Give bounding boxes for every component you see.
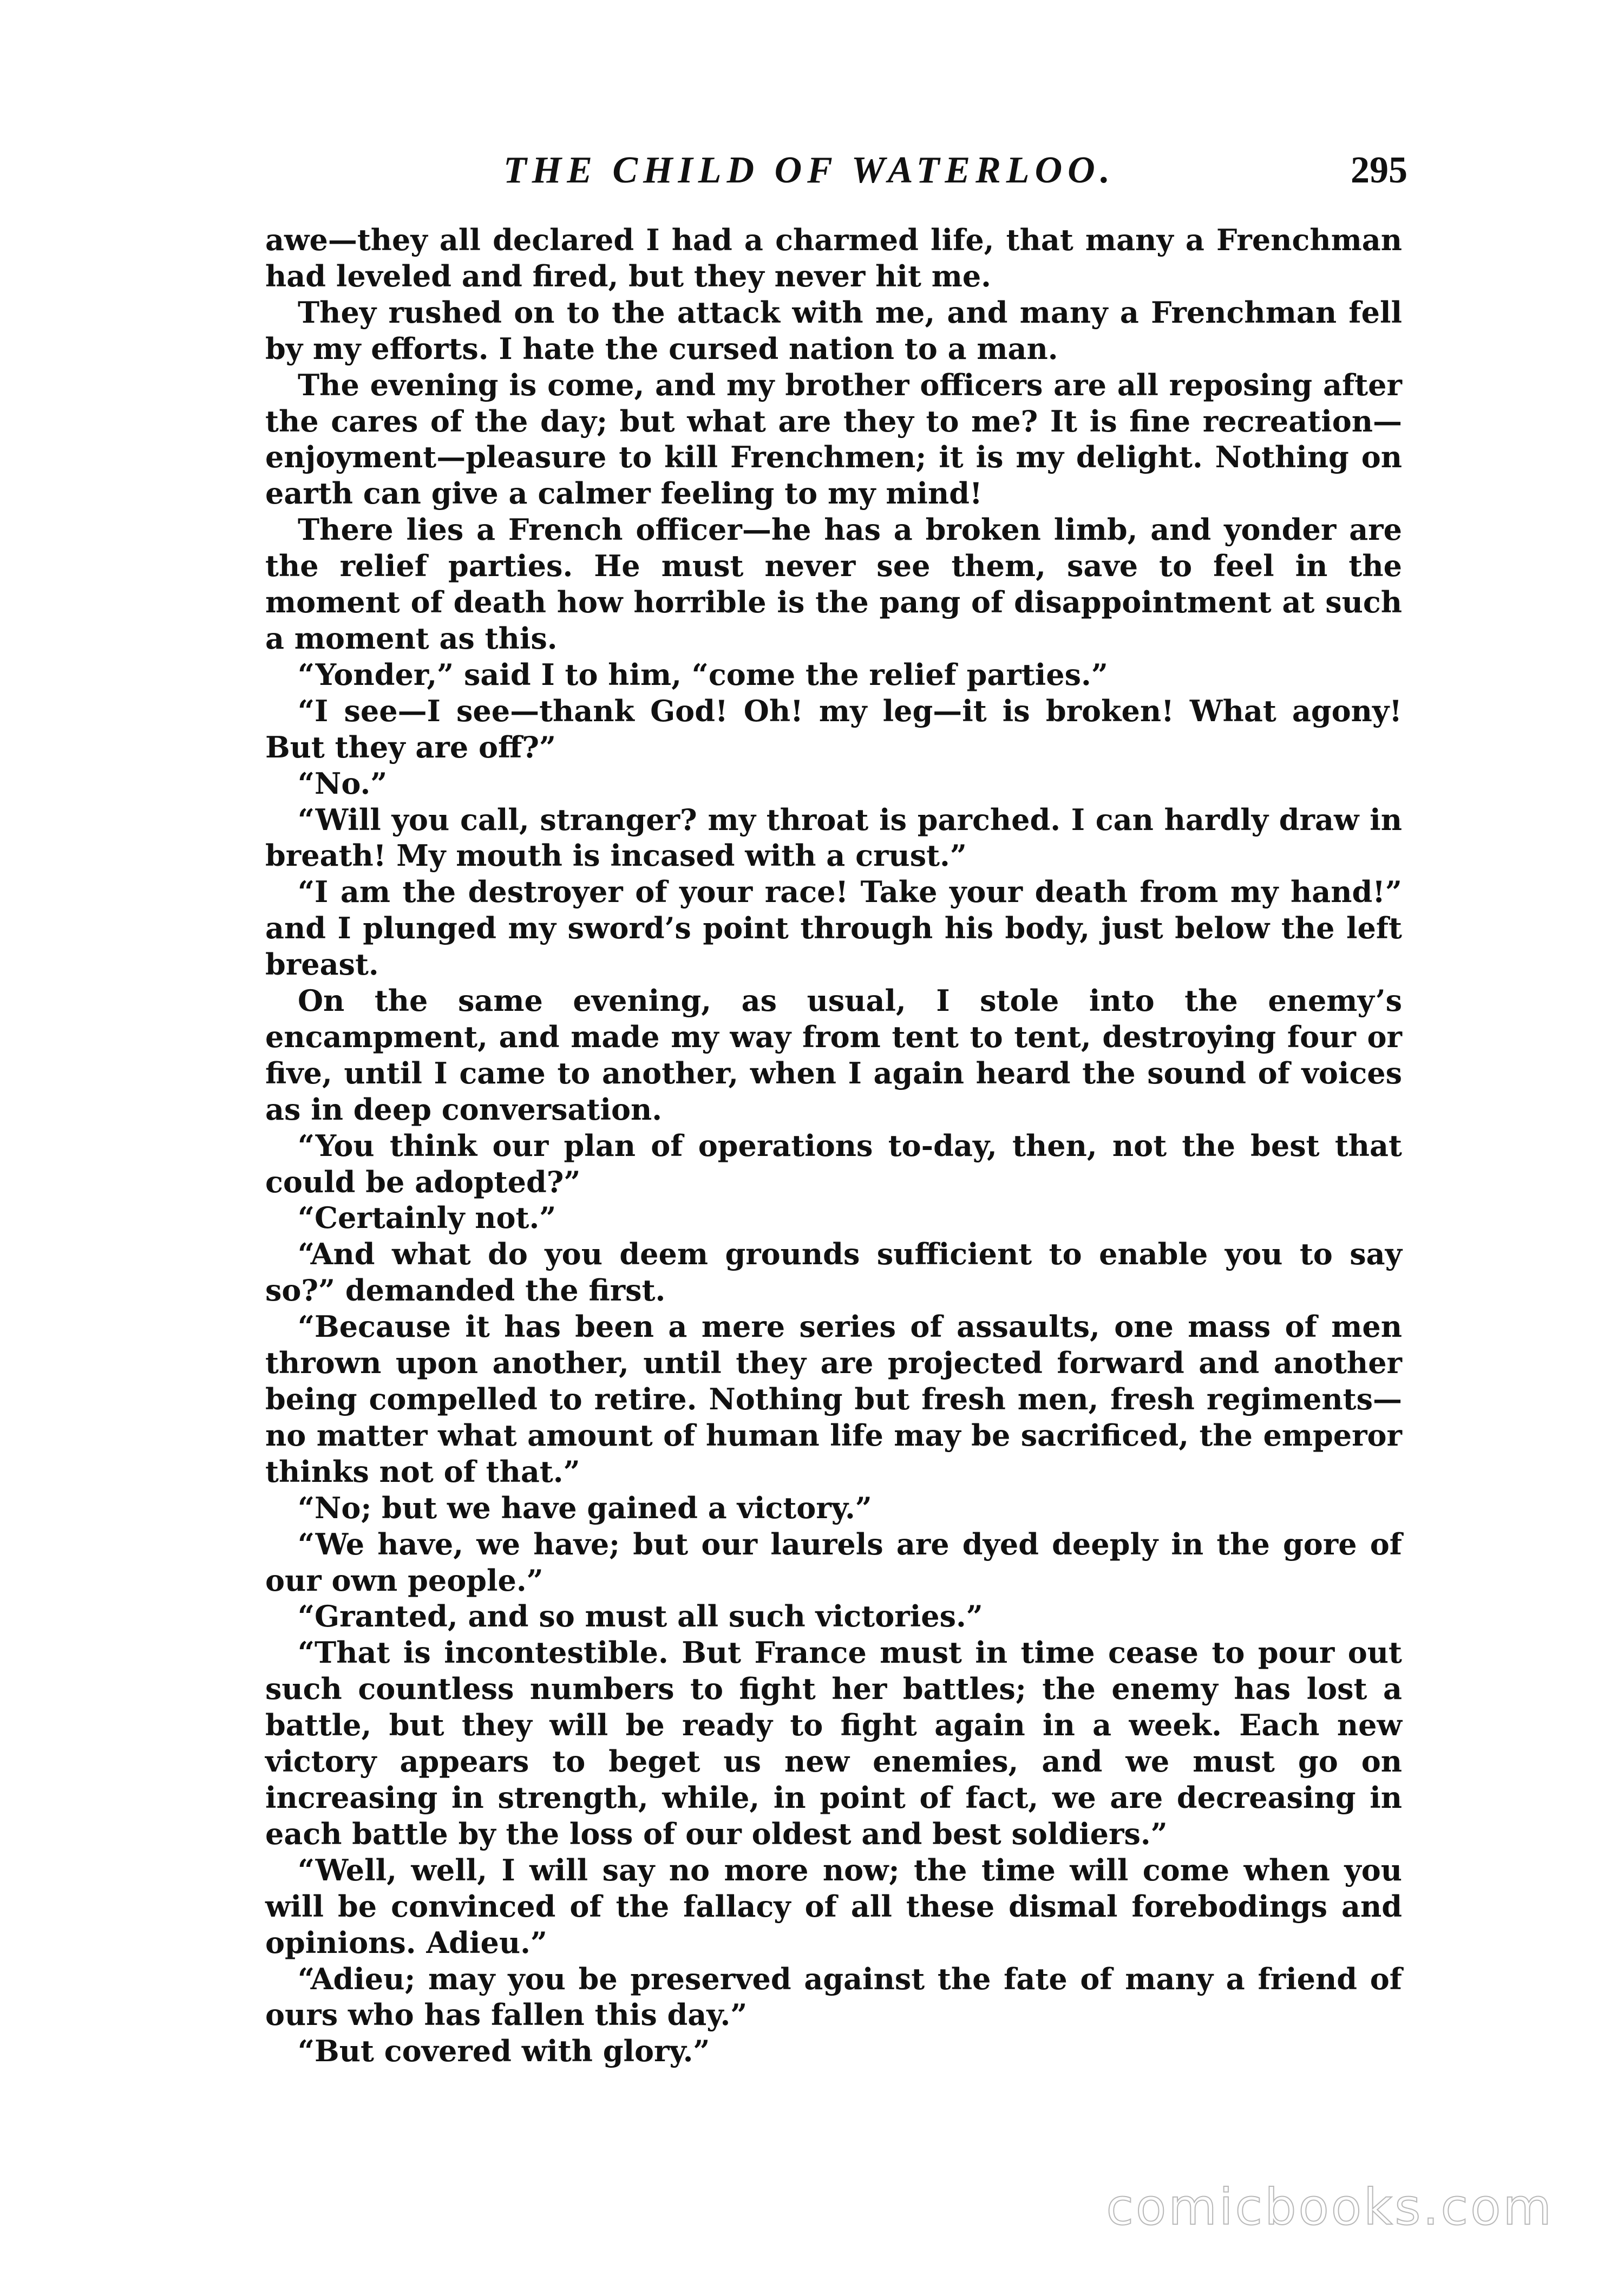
paragraph: “And what do you deem grounds sufficient to enable you to say so?” demanded the first. [265, 1237, 1402, 1308]
paragraph: “I am the destroyer of your race! Take your death from my hand!” and I plunged my sword’s point through his body, just below the left breast. [265, 874, 1402, 982]
paragraph: On the same evening, as usual, I stole into the enemy’s encampment, and made my way from tent to tent, destroying four or five, until I came to another, when I again heard the sound of voices as in deep conversation. [265, 983, 1402, 1127]
body-text [265, 222, 1402, 2069]
running-title: THE CHILD OF WATERLOO. [503, 149, 1116, 191]
paragraph: “Certainly not.” [298, 1200, 556, 1236]
paragraph: “Adieu; may you be preserved against the fate of many a friend of ours who has fallen this day.” [265, 1961, 1402, 2033]
paragraph: “No.” [298, 766, 388, 801]
paragraph: “That is incontestible. But France must in time cease to pour out such countless numbers to fight her battles; the enemy has lost a battle, but they will be ready to fight again in a week. Each new victory appears to beget us new enemies, and we must go on increasing in strength, while, in point of fact, we are decreasing in each battle by the loss of our oldest and best soldiers.” [265, 1635, 1402, 1851]
paragraph: There lies a French officer—he has a broken limb, and yonder are the relief parties. He must never see them, save to feel in the moment of death how horrible is the pang of disappointment at such a moment as this. [265, 512, 1402, 656]
paragraph: “Granted, and so must all such victories.” [298, 1599, 983, 1634]
paragraph: “Well, well, I will say no more now; the time will come when you will be convinced of the fallacy of all these dismal forebodings and opinions. Adieu.” [265, 1852, 1402, 1960]
paragraph: The evening is come, and my brother officers are all reposing after the cares of the day; but what are they to me? It is fine recreation—enjoyment—pleasure to kill Frenchmen; it is my delight. Nothing on earth can give a calmer feeling to my mind! [265, 367, 1402, 511]
paragraph: “I see—I see—thank God! Oh! my leg—it is broken! What agony! But they are off?” [265, 693, 1402, 764]
paragraph: “Because it has been a mere series of assaults, one mass of men thrown upon another, until they are projected forward and another being compelled to retire. Nothing but fresh men, fresh regiments—no matter what amount of human life may be sacrificed, the emperor thinks not of that.” [265, 1309, 1402, 1489]
paragraph: They rushed on to the attack with me, and many a Frenchman fell by my efforts. I hate the cursed nation to a man. [265, 295, 1402, 366]
paragraph: “Will you call, stranger? my throat is parched. I can hardly draw in breath! My mouth is incased with a crust.” [265, 802, 1402, 873]
watermark: comicbooks.com [1106, 2178, 1554, 2236]
paragraph: “You think our plan of operations to-day, then, not the best that could be adopted?” [265, 1128, 1402, 1199]
paragraph: “No; but we have gained a victory.” [298, 1490, 872, 1525]
running-head [271, 149, 1407, 198]
paragraph: awe—they all declared I had a charmed life, that many a Frenchman had leveled and fired, but they never hit me. [265, 223, 1402, 293]
paragraph: “But covered with glory.” [298, 2034, 710, 2069]
paragraph: “We have, we have; but our laurels are dyed deeply in the gore of our own people.” [265, 1526, 1402, 1598]
page-number: 295 [1351, 149, 1407, 191]
paragraph: “Yonder,” said I to him, “come the relief parties.” [298, 657, 1108, 692]
